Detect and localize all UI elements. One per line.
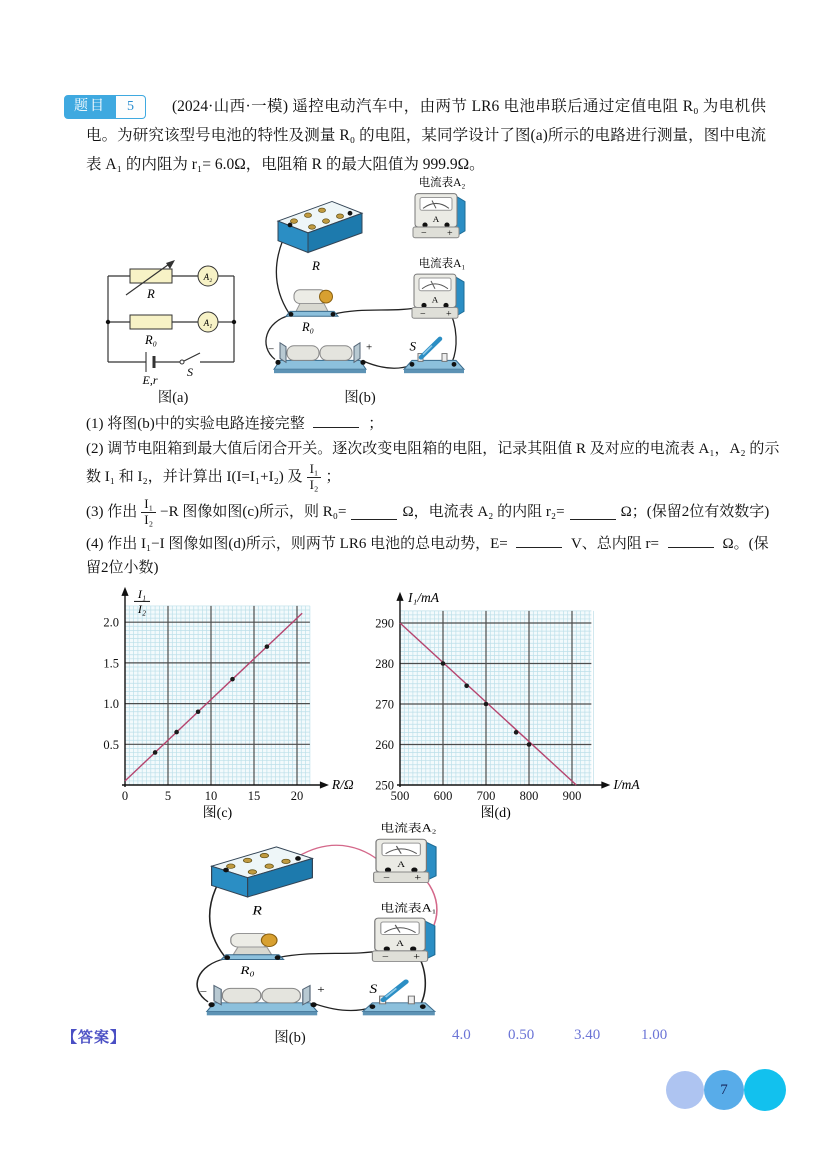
svg-text:+: + (414, 872, 422, 884)
fraction-i1-over-i2 (307, 462, 322, 492)
data-point (514, 730, 519, 735)
question-3-text-3: Ω，电流表 A₂ 的内阻 r₂= (402, 504, 565, 520)
problem-badge-label: 题目 (64, 95, 116, 119)
apparatus-svg (250, 174, 500, 382)
svg-text:0.5: 0.5 (103, 737, 119, 752)
x-axis-label: I/mA (613, 777, 640, 792)
answer-value-r2: 0.50 (508, 1027, 535, 1043)
data-point (265, 644, 270, 649)
apparatus-svg (178, 820, 478, 1024)
svg-text:I₁: I₁ (137, 586, 147, 601)
ammeter-a1-label: 电流表A₁ (380, 901, 437, 915)
svg-text:+: + (413, 951, 420, 963)
r0-resistor-icon (221, 934, 283, 960)
question-4 (86, 532, 769, 556)
question-3-text-1: (3) 作出 (86, 504, 138, 520)
svg-text:−: − (199, 985, 208, 998)
svg-text:800: 800 (519, 789, 539, 803)
svg-text:900: 900 (562, 789, 582, 803)
svg-text:A: A (397, 860, 406, 870)
svg-text:1.5: 1.5 (103, 656, 119, 671)
ammeter-a1-icon (372, 918, 434, 962)
figure-b2-caption: 图(b) (274, 1030, 306, 1046)
answer-value-r: 1.00 (641, 1027, 668, 1043)
question-2-line1: (2) 调节电阻箱到最大值后闭合开关。逐次改变电阻箱的电阻，记录其阻值 R 及对应的电流表 A₁，A₂ 的示 (86, 441, 780, 457)
question-4-blank-r[interactable] (668, 533, 714, 548)
x-axis-label: R/Ω (331, 777, 354, 792)
question-3-blank-r0[interactable] (351, 505, 397, 520)
svg-text:270: 270 (375, 697, 394, 712)
pager-circle-right[interactable] (744, 1069, 786, 1111)
svg-text:20: 20 (290, 789, 304, 803)
data-point (527, 742, 532, 747)
resistor-r0-icon (130, 315, 172, 329)
chart-caption: 图(d) (480, 806, 511, 821)
chart-caption: 图(c) (202, 806, 233, 821)
question-4-continued: 留2位小数) (86, 560, 159, 576)
svg-text:−: − (420, 308, 426, 320)
label-r0: R₀ (145, 333, 157, 347)
ammeter-a1-icon (412, 274, 464, 319)
resistance-box-icon (278, 201, 362, 252)
svg-text:A₂: A₂ (203, 272, 213, 282)
svg-text:5: 5 (164, 789, 172, 803)
svg-text:600: 600 (433, 789, 453, 803)
question-3-blank-r2[interactable] (570, 505, 616, 520)
apparatus-figure-b-answer (178, 820, 478, 1029)
question-3 (86, 494, 769, 530)
svg-text:I₂: I₂ (137, 601, 147, 616)
circuit-schematic-figure-a (100, 260, 242, 393)
svg-text:A: A (431, 294, 439, 305)
figure-b-caption: 图(b) (344, 390, 376, 406)
svg-text:10: 10 (204, 789, 218, 803)
ammeter-a2-icon (374, 839, 436, 883)
problem-statement: (2024·山西·一模) 遥控电动汽车中，由两节 LR6 电池串联后通过定值电阻 R₀ 为电机供电。为研究该型号电池的特性及测量 R₀ 的电阻，某同学设计了图(a)所示的电路进行测量，图中电流表 A₁ 的内阻为 r₁= 6.0Ω，电阻箱 R 的最大阻值为 999.9Ω。 (86, 98, 766, 173)
label-switch: S (187, 365, 193, 379)
svg-text:A₁: A₁ (203, 318, 213, 328)
svg-text:−: − (268, 343, 275, 356)
r0-resistor-icon (286, 290, 338, 317)
label-r: R (147, 287, 155, 301)
battery-pack-icon (200, 983, 325, 1015)
svg-text:A: A (432, 214, 440, 225)
ammeter-a2-label: 电流表A₂ (418, 176, 466, 189)
r0-label: R₀ (240, 963, 255, 977)
answer-label: 【答案】 (62, 1030, 127, 1046)
chart-figure-c (90, 583, 390, 830)
data-point (230, 677, 235, 682)
data-point (441, 661, 446, 666)
ammeter-a2-icon (413, 194, 465, 239)
svg-text:0: 0 (121, 789, 129, 803)
r0-label: R₀ (302, 320, 314, 334)
svg-text:260: 260 (375, 738, 394, 752)
question-1-blank[interactable] (313, 413, 359, 428)
svg-text:+: + (366, 341, 373, 354)
ammeter-a1-label: 电流表A₁ (418, 258, 466, 271)
svg-text:−: − (421, 227, 427, 239)
answer-value-r0: 4.0 (452, 1027, 471, 1043)
svg-text:280: 280 (375, 657, 394, 671)
problem-badge-number: 5 (116, 95, 146, 119)
svg-text:500: 500 (390, 789, 410, 803)
fraction-i1-over-i2 (141, 497, 156, 527)
question-4-blank-emf[interactable] (516, 533, 562, 548)
fraction-numerator: I₁ (307, 462, 322, 477)
pager-circle-left[interactable] (666, 1071, 704, 1109)
y-axis-label: I₁/mA (408, 589, 439, 605)
page-number: 7 (720, 1081, 728, 1098)
data-point (464, 683, 469, 688)
question-4-text-2: V、总内阻 r= (570, 536, 659, 552)
svg-text:+: + (317, 983, 325, 996)
battery-pack-icon (268, 342, 372, 373)
chart-svg (368, 583, 668, 825)
switch-label: S (409, 339, 416, 354)
question-2-line2 (86, 459, 340, 495)
svg-text:−: − (383, 872, 390, 884)
battery-symbol (146, 352, 154, 372)
svg-text:+: + (447, 227, 453, 239)
chart-svg (90, 583, 390, 825)
question-1-punct: ； (368, 416, 384, 432)
schematic-svg (100, 260, 242, 388)
svg-text:+: + (446, 308, 452, 320)
figure-a-caption: 图(a) (157, 390, 189, 406)
apparatus-figure-b (250, 174, 500, 387)
svg-text:15: 15 (247, 789, 261, 803)
question-4-text-3: Ω。(保 (722, 536, 769, 552)
switch-label: S (369, 982, 378, 997)
svg-text:−: − (382, 951, 389, 963)
question-4-text-1: (4) 作出 I₁−I 图像如图(d)所示，则两节 LR6 电池的总电动势，E= (86, 536, 508, 552)
data-point (153, 750, 158, 755)
label-battery: E,r (142, 373, 158, 387)
ammeter-a2-label: 电流表A₂ (380, 821, 437, 835)
data-point (174, 730, 179, 735)
variable-resistor-icon (130, 269, 172, 283)
svg-text:250: 250 (375, 778, 394, 793)
question-1-text: (1) 将图(b)中的实验电路连接完整 (86, 416, 305, 432)
question-1 (86, 412, 383, 436)
svg-text:2.0: 2.0 (103, 615, 119, 630)
switch-symbol (180, 360, 184, 364)
fraction-numerator: I₁ (141, 497, 156, 512)
resistance-box-label: R (252, 903, 262, 918)
data-point (196, 709, 201, 714)
resistance-box-label: R (312, 259, 320, 274)
data-point (484, 702, 489, 707)
svg-text:700: 700 (476, 789, 496, 803)
resistance-box-icon (212, 847, 313, 897)
question-3-text-2: −R 图像如图(c)所示，则 R₀= (160, 504, 347, 520)
question-2-punct: ； (325, 469, 341, 485)
pager-circle-current[interactable] (704, 1070, 744, 1110)
fraction-denominator: I₂ (144, 511, 154, 527)
fraction-denominator: I₂ (309, 476, 319, 492)
answer-value-emf: 3.40 (574, 1027, 601, 1043)
question-3-text-4: Ω；(保留2位有效数字) (620, 504, 770, 520)
question-2-text: 数 I₁ 和 I₂，并计算出 I(I=I₁+I₂) 及 (86, 469, 303, 485)
svg-text:290: 290 (375, 616, 394, 631)
svg-text:1.0: 1.0 (103, 697, 119, 712)
plot-area (400, 611, 591, 785)
svg-text:A: A (396, 938, 404, 949)
chart-figure-d (368, 583, 668, 830)
